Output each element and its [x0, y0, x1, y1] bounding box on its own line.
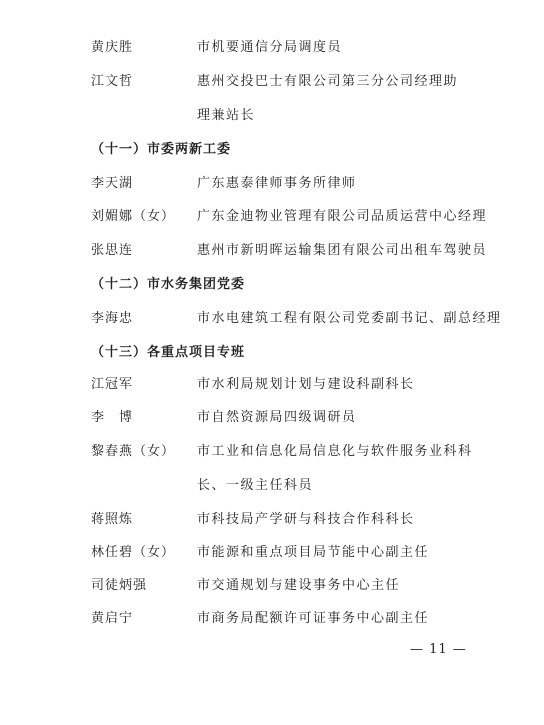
- person-name: 黄庆胜: [91, 40, 134, 55]
- person-title: 市水利局规划计划与建设科副科长: [197, 377, 415, 392]
- person-name: 张思连: [91, 243, 134, 258]
- list-item-continuation: [0, 105, 544, 127]
- list-item: [0, 37, 544, 59]
- person-name: 刘媚娜（女）: [91, 209, 176, 224]
- list-item: [0, 308, 544, 330]
- person-title: 市工业和信息化局信息化与软件服务业科科: [197, 444, 473, 459]
- person-name: 黎春燕（女）: [91, 444, 176, 459]
- person-name: 江文哲: [91, 74, 134, 89]
- person-title-continuation: 长、一级主任科员: [197, 478, 314, 493]
- person-name: 林任碧（女）: [91, 545, 176, 560]
- person-name: 蒋照炼: [91, 512, 134, 527]
- list-item: [0, 509, 544, 531]
- person-title: 广东惠泰律师事务所律师: [197, 176, 357, 191]
- person-title: 市商务局配额许可证事务中心副主任: [197, 611, 430, 626]
- section-heading: （十一）市委两新工委: [91, 142, 232, 157]
- person-name: 李 博: [91, 410, 134, 425]
- section-heading-row: [0, 139, 544, 161]
- section-heading: （十二）市水务集团党委: [91, 277, 246, 292]
- person-title: 惠州交投巴士有限公司第三分公司经理助: [197, 74, 459, 89]
- list-item: [0, 575, 544, 597]
- person-title: 市机要通信分局调度员: [197, 40, 343, 55]
- list-item: [0, 206, 544, 228]
- list-item: [0, 173, 544, 195]
- person-title: 市水电建筑工程有限公司党委副书记、副总经理: [197, 311, 502, 326]
- person-title: 市科技局产学研与科技合作科科长: [197, 512, 415, 527]
- person-name: 李海忠: [91, 311, 134, 326]
- list-item: [0, 542, 544, 564]
- list-item: [0, 608, 544, 630]
- person-name: 黄启宁: [91, 611, 134, 626]
- person-name: 司徒炳强: [91, 578, 148, 593]
- list-item: [0, 441, 544, 463]
- page-number: — 11 —: [410, 642, 467, 657]
- list-item: [0, 407, 544, 429]
- person-title: 市交通规划与建设事务中心主任: [197, 578, 401, 593]
- list-item-continuation: [0, 475, 544, 497]
- section-heading-row: [0, 342, 544, 364]
- person-title-continuation: 理兼站长: [197, 108, 256, 123]
- list-item: [0, 71, 544, 93]
- person-name: 李天湖: [91, 176, 134, 191]
- section-heading: （十三）各重点项目专班: [91, 345, 246, 360]
- person-title: 惠州市新明晖运输集团有限公司出租车驾驶员: [197, 243, 488, 258]
- person-name: 江冠军: [91, 377, 134, 392]
- person-title: 市自然资源局四级调研员: [197, 410, 357, 425]
- person-title: 市能源和重点项目局节能中心副主任: [197, 545, 430, 560]
- section-heading-row: [0, 274, 544, 296]
- person-title: 广东金迪物业管理有限公司品质运营中心经理: [197, 209, 488, 224]
- list-item: [0, 240, 544, 262]
- list-item: [0, 374, 544, 396]
